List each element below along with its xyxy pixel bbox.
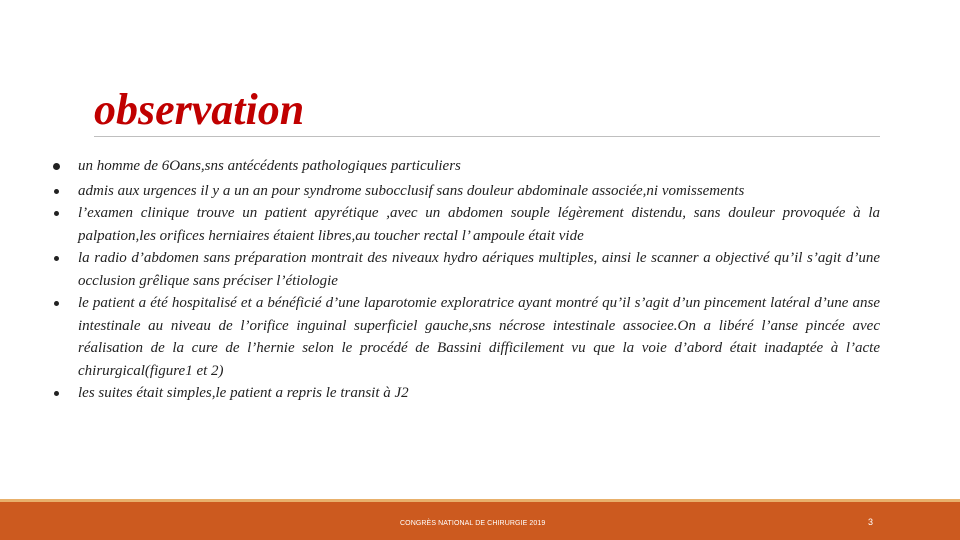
bullet-text: les suites était simples,le patient a repris le transit à J2 <box>78 385 409 401</box>
bullet-dot-icon <box>54 189 59 194</box>
bullet-text: le patient a été hospitalisé et a bénéficié d’une laparotomie exploratrice ayant montré qu’il s’agit d’un pincement latéral d’une anse intestinale au niveau de l’orifice inguinal superficiel gauche,sns nécrose intestinale associee.On a libéré l’anse pincée avec réalisation de la cure de l’hernie selon le procédé de Bassini difficilement vu que la voie d’abord était inadaptée à l’acte chirurgical(figure1 et 2) <box>78 295 880 379</box>
bullet-text: l’examen clinique trouve un patient apyrétique ,avec un abdomen souple légèrement distendu, sans douleur provoquée à la palpation,les orifices herniaires étaient libres,au toucher rectal l’ ampoule était vide <box>78 205 880 244</box>
bullet-dot-icon <box>53 163 60 170</box>
bullet-list <box>50 155 880 405</box>
bullet-item <box>50 202 880 247</box>
bullet-item <box>50 155 880 178</box>
slide-title: observation <box>94 85 305 134</box>
title-divider <box>94 136 880 137</box>
bullet-text: admis aux urgences il y a un an pour syndrome subocclusif sans douleur abdominale associée,ni vomissements <box>78 182 745 199</box>
bullet-text: un homme de 6Oans,sns antécédents pathologiques particuliers <box>78 158 461 174</box>
bullet-dot-icon <box>54 211 59 216</box>
bullet-item <box>50 180 880 203</box>
bullet-item <box>50 382 880 405</box>
bullet-dot-icon <box>54 301 59 306</box>
bullet-item <box>50 247 880 292</box>
bullet-item <box>50 292 880 382</box>
bullet-dot-icon <box>54 391 59 396</box>
bullet-text: la radio d’abdomen sans préparation montrait des niveaux hydro aériques multiples, ainsi le scanner a objectivé qu’il s’agit d’une occlusion grêlique sans préciser l’étiologie <box>78 250 880 289</box>
bullet-dot-icon <box>54 256 59 261</box>
footer-text: CONGRÈS NATIONAL DE CHIRURGIE 2019 <box>400 520 546 527</box>
slide-number: 3 <box>868 517 874 527</box>
